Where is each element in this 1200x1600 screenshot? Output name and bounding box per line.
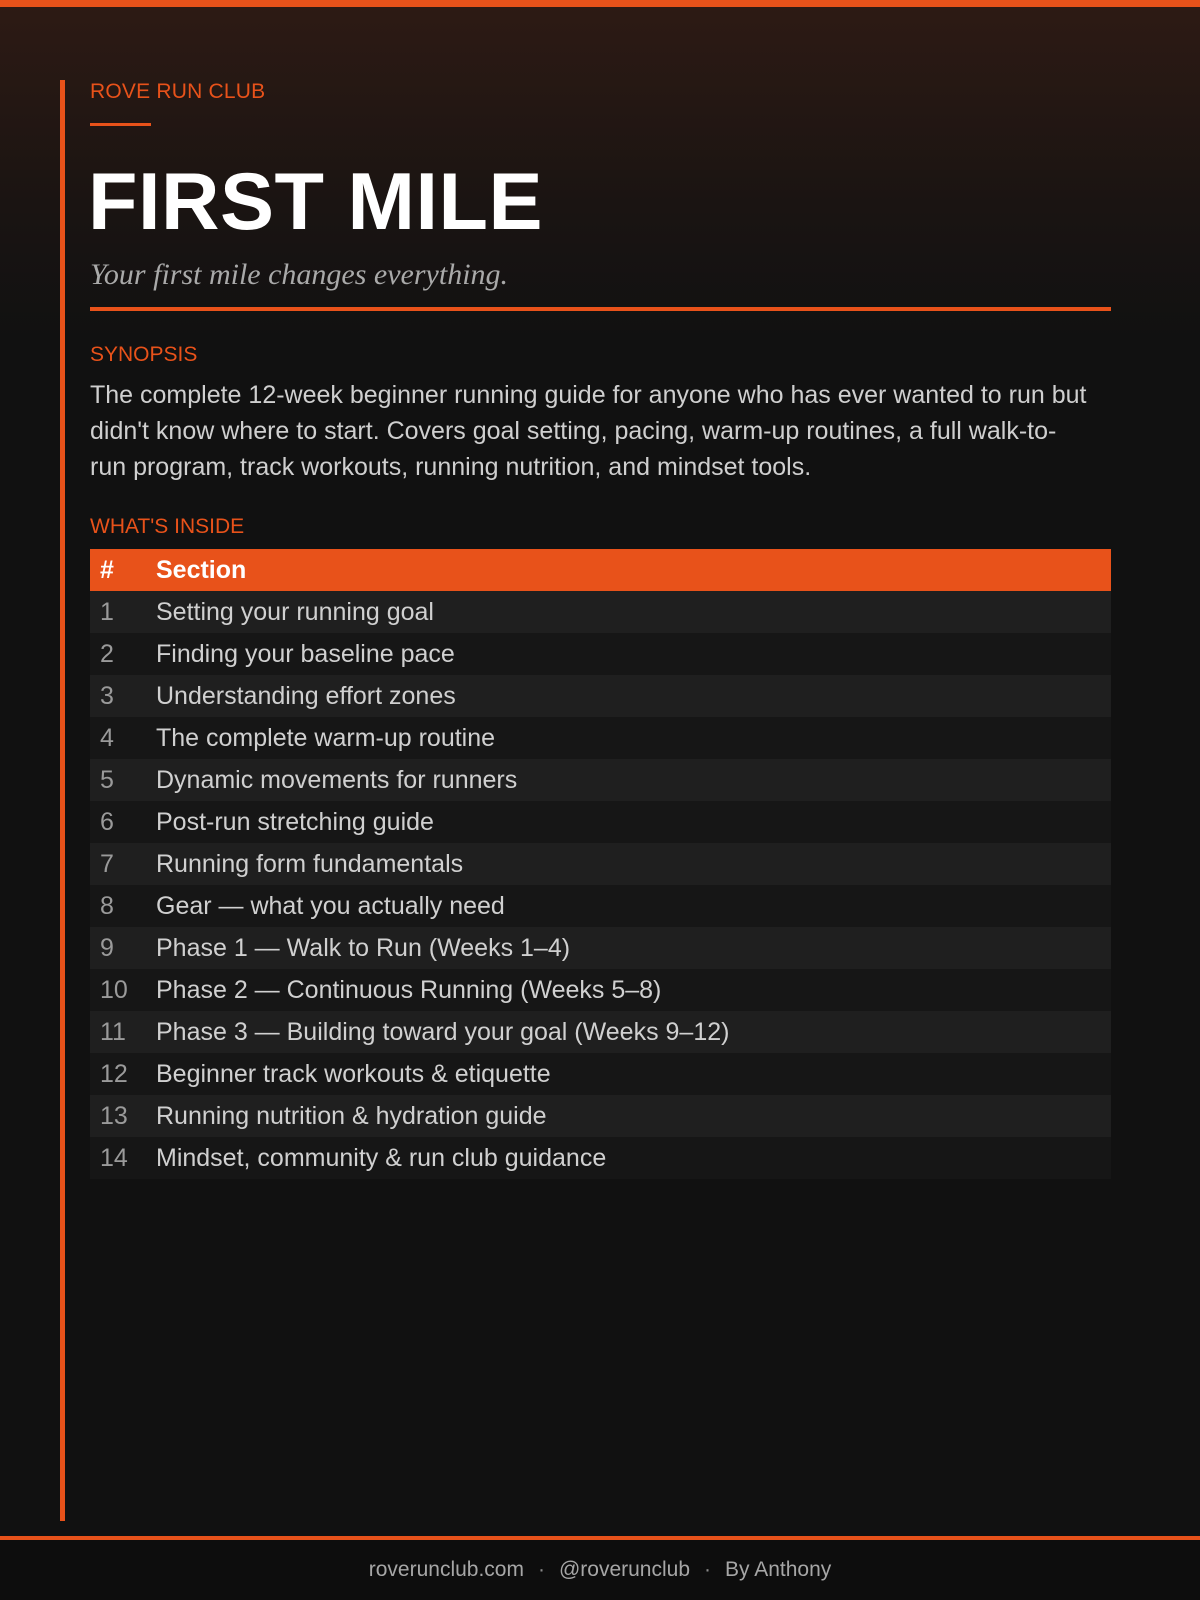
- table-row: [90, 591, 1111, 633]
- table-row: [90, 927, 1111, 969]
- contents-table: [90, 549, 1111, 1179]
- row-section: Phase 3 — Building toward your goal (Weeks 9–12): [156, 1017, 730, 1046]
- row-section: Understanding effort zones: [156, 681, 456, 710]
- left-accent-rule: [60, 80, 65, 1521]
- row-number: 13: [100, 1101, 128, 1130]
- brand-underline: [90, 123, 151, 126]
- table-row: [90, 1053, 1111, 1095]
- table-row: [90, 885, 1111, 927]
- footer-separator: ·: [537, 1558, 545, 1581]
- table-row: [90, 969, 1111, 1011]
- table-row: [90, 843, 1111, 885]
- table-body: [90, 591, 1111, 1179]
- row-number: 5: [100, 765, 114, 794]
- title-divider: [90, 307, 1111, 311]
- page-title: FIRST MILE: [88, 157, 543, 247]
- row-number: 8: [100, 891, 114, 920]
- synopsis-text: The complete 12-week beginner running guide for anyone who has ever wanted to run but didn't know where to start. Covers goal setting, pacing, warm-up routines, a full walk-to-run program, track workouts, running nutrition, and mindset tools.: [90, 381, 1087, 481]
- row-number: 7: [100, 849, 114, 878]
- table-row: [90, 759, 1111, 801]
- footer-handle: @roverunclub: [558, 1558, 691, 1581]
- footer-website: roverunclub.com: [368, 1558, 524, 1581]
- contents-heading: WHAT'S INSIDE: [90, 515, 245, 538]
- row-section: Running nutrition & hydration guide: [156, 1101, 547, 1130]
- row-number: 14: [100, 1143, 128, 1172]
- table-row: [90, 801, 1111, 843]
- tagline: Your first mile changes everything.: [90, 258, 509, 291]
- synopsis-heading: SYNOPSIS: [90, 343, 198, 366]
- brand-name: ROVE RUN CLUB: [90, 80, 266, 103]
- row-number: 1: [100, 597, 114, 626]
- row-number: 12: [100, 1059, 128, 1088]
- top-accent-bar: [0, 0, 1200, 7]
- row-number: 6: [100, 807, 114, 836]
- table-row: [90, 1137, 1111, 1179]
- table-row: [90, 717, 1111, 759]
- row-section: Beginner track workouts & etiquette: [156, 1059, 551, 1088]
- footer: [0, 1540, 1200, 1600]
- footer-separator: ·: [704, 1558, 712, 1581]
- table-row: [90, 1011, 1111, 1053]
- header-section: Section: [156, 555, 247, 584]
- main-content: [90, 80, 1111, 1179]
- row-section: Dynamic movements for runners: [156, 765, 518, 794]
- row-number: 9: [100, 933, 114, 962]
- row-number: 3: [100, 681, 114, 710]
- row-section: Phase 1 — Walk to Run (Weeks 1–4): [156, 933, 571, 962]
- row-number: 4: [100, 723, 114, 752]
- table-row: [90, 675, 1111, 717]
- row-section: Mindset, community & run club guidance: [156, 1143, 607, 1172]
- footer-author: By Anthony: [725, 1558, 832, 1581]
- table-row: [90, 633, 1111, 675]
- row-section: The complete warm-up routine: [156, 723, 496, 752]
- row-number: 11: [100, 1017, 126, 1046]
- row-section: Setting your running goal: [156, 597, 434, 626]
- row-section: Post-run stretching guide: [156, 807, 434, 836]
- row-section: Gear — what you actually need: [156, 891, 505, 920]
- row-section: Running form fundamentals: [156, 849, 464, 878]
- row-section: Finding your baseline pace: [156, 639, 455, 668]
- row-section: Phase 2 — Continuous Running (Weeks 5–8): [156, 975, 662, 1004]
- table-header: [90, 549, 1111, 591]
- header-number: #: [100, 555, 114, 584]
- row-number: 10: [100, 975, 128, 1004]
- table-row: [90, 1095, 1111, 1137]
- row-number: 2: [100, 639, 114, 668]
